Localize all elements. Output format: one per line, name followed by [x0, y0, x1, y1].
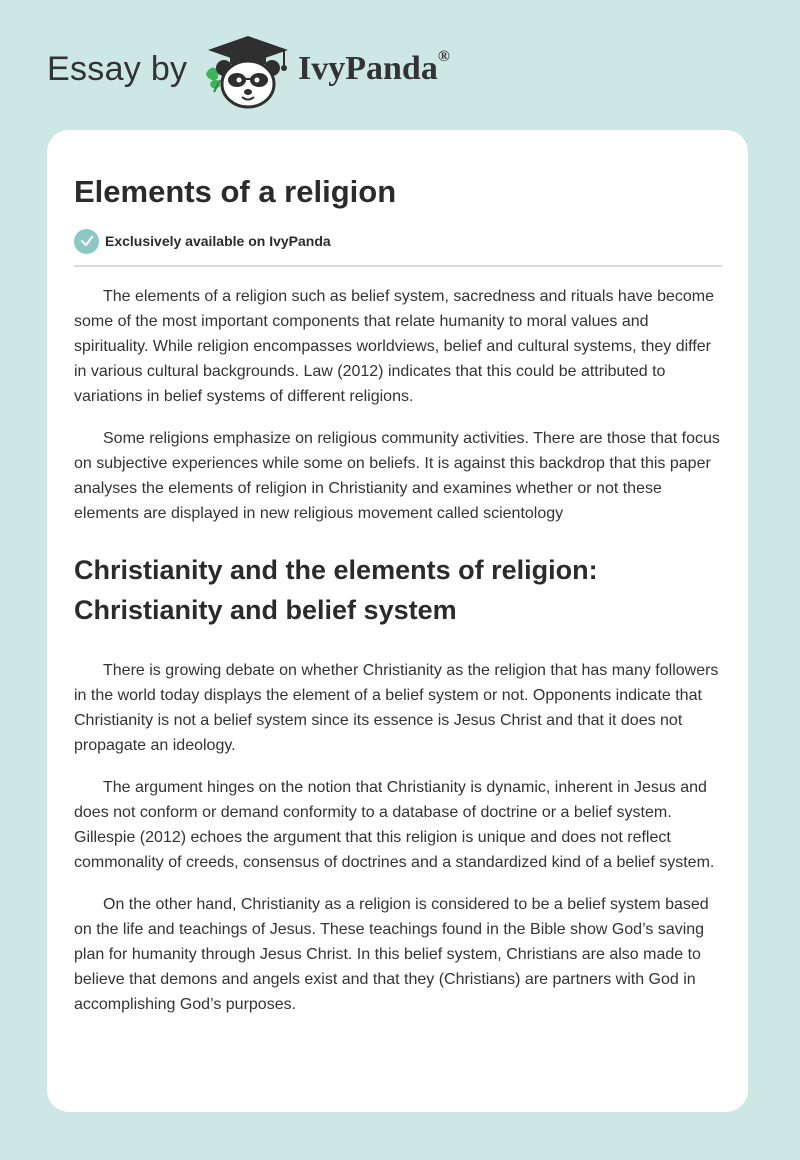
paragraph: There is growing debate on whether Christianity as the religion that has many followers in the world today displays the element of a belief system or not. Opponents indicate that Christianity is not a belief system since its essence is Jesus Christ and that it does not propagate an ideology.: [74, 662, 719, 754]
essay-by-label: Essay by: [47, 50, 188, 88]
panda-logo-icon[interactable]: [200, 34, 296, 110]
paragraph: On the other hand, Christianity as a religion is considered to be a belief system based on the life and teachings of Jesus. These teachings found in the Bible show God’s saving plan for humanity through Jesus Christ. In this belief system, Christians are also made to believe that demons and angels exist and that they (Christians) are partners with God in accomplishing God’s purposes.: [74, 896, 709, 1013]
section-heading: Christianity and the elements of religion: Christianity and belief system: [74, 555, 598, 625]
paragraph: Some religions emphasize on religious community activities. There are those that focus on subjective experiences while some on beliefs. It is against this backdrop that this paper analyses the elements of religion in Christianity and examines whether or not these elements are displayed in new religious movement called scientology: [74, 430, 720, 522]
page-title: Elements of a religion: [74, 174, 397, 209]
check-icon: [74, 229, 99, 254]
site-header: [0, 0, 800, 130]
brand-name[interactable]: IvyPanda®: [298, 47, 450, 87]
article-card: [47, 130, 748, 1112]
badge-label: Exclusively available on IvyPanda: [105, 233, 331, 249]
divider: [74, 265, 722, 267]
paragraph: The argument hinges on the notion that Christianity is dynamic, inherent in Jesus and does not conform or demand conformity to a database of doctrine or a belief system. Gillespie (2012) echoes the argument that this religion is unique and does not reflect commonality of creeds, consensus of doctrines and a standardized kind of a belief system.: [74, 779, 715, 871]
exclusive-badge: [74, 228, 722, 254]
paragraph: The elements of a religion such as belief system, sacredness and rituals have become some of the most important components that relate humanity to moral values and spirituality. While religion encompasses worldviews, belief and cultural systems, they differ in various cultural backgrounds. Law (2012) indicates that this could be attributed to variations in belief systems of different religions.: [74, 288, 714, 405]
